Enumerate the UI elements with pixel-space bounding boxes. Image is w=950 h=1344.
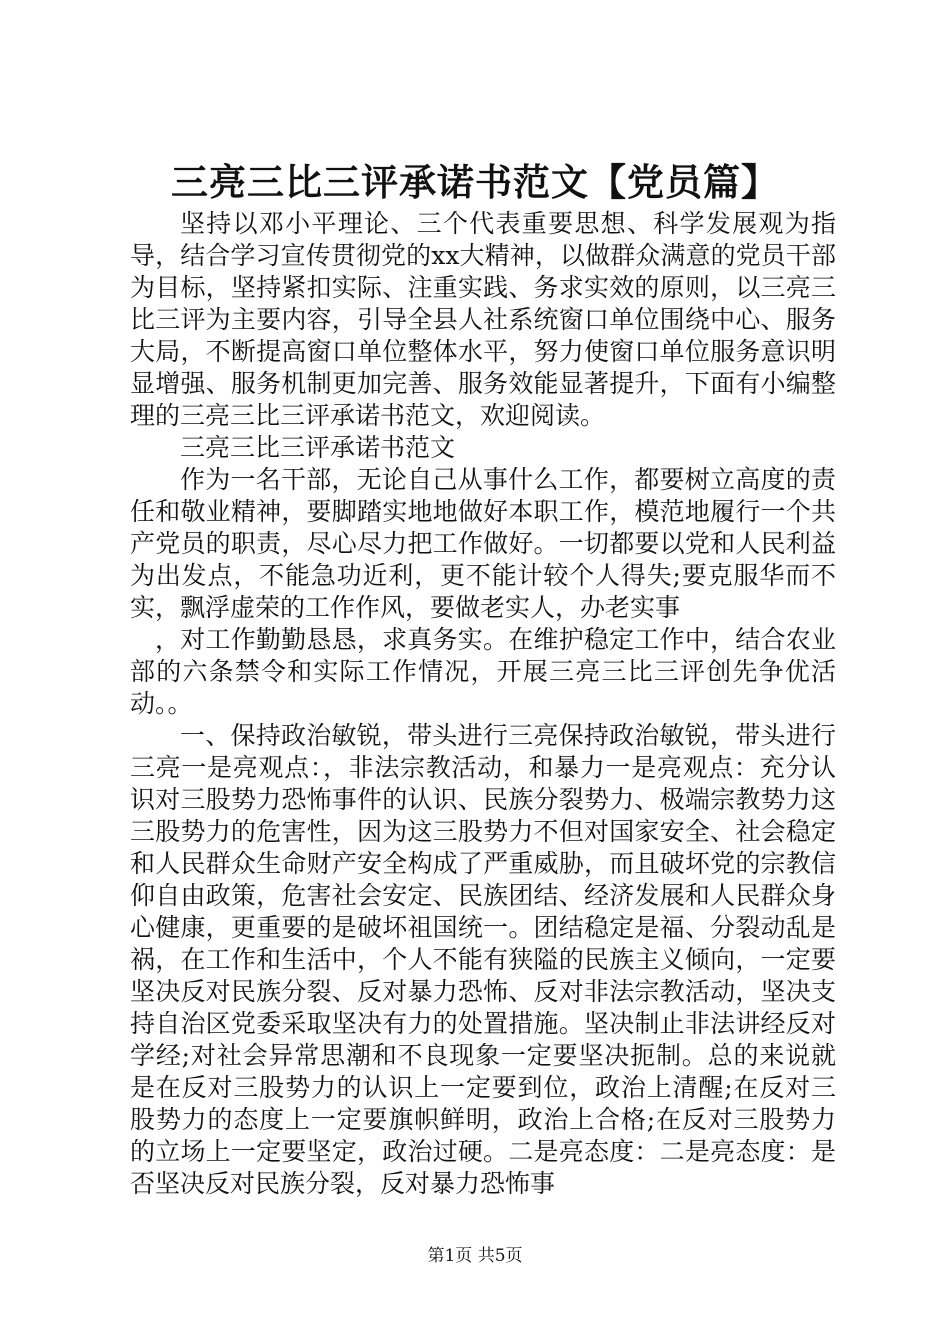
section-heading: 三亮三比三评承诺书范文 xyxy=(180,433,456,462)
document-body xyxy=(130,208,836,1200)
body-paragraph: 作为一名干部，无论自己从事什么工作，都要树立高度的责任和敬业精神，要脚踏实地地做好本职工作，模范地履行一个共产党员的职责，尽心尽力把工作做好。一切都要以党和人民利益为出发点，不能急功近利，更不能计较个人得失;要克服华而不实，飘浮虚荣的工作作风，要做老实人，办老实事 xyxy=(130,465,836,622)
intro-paragraph: 坚持以邓小平理论、三个代表重要思想、科学发展观为指导，结合学习宣传贯彻党的xx大精神，以做群众满意的党员干部为目标，坚持紧扣实际、注重实践、务求实效的原则，以三亮三比三评为主要内容，引导全县人社系统窗口单位围绕中心、服务大局，不断提高窗口单位整体水平，努力使窗口单位服务意识明显增强、服务机制更加完善、服务效能显著提升，下面有小编整理的三亮三比三评承诺书范文，欢迎阅读。 xyxy=(130,209,836,430)
document-title: 三亮三比三评承诺书范文【党员篇】 xyxy=(171,160,779,204)
body-paragraph: 一、保持政治敏锐，带头进行三亮保持政治敏锐，带头进行三亮一是亮观点：，非法宗教活动，和暴力一是亮观点：充分认识对三股势力恐怖事件的认识、民族分裂势力、极端宗教势力这三股势力的危害性，因为这三股势力不但对国家安全、社会稳定和人民群众生命财产安全构成了严重威胁，而且破坏党的宗教信仰自由政策，危害社会安定、民族团结、经济发展和人民群众身心健康，更重要的是破坏祖国统一。团结稳定是福、分裂动乱是祸，在工作和生活中，个人不能有狭隘的民族主义倾向，一定要坚决反对民族分裂、反对暴力恐怖、反对非法宗教活动，坚决支持自治区党委采取坚决有力的处置措施。坚决制止非法讲经反对学经;对社会异常思潮和不良现象一定要坚决扼制。总的来说就是在反对三股势力的认识上一定要到位，政治上清醒;在反对三股势力的态度上一定要旗帜鲜明，政治上合格;在反对三股势力的立场上一定要坚定，政治过硬。二是亮态度：二是亮态度：是否坚决反对民族分裂，反对暴力恐怖事 xyxy=(130,721,836,1198)
body-paragraph: ，对工作勤勤恳恳，求真务实。在维护稳定工作中，结合农业部的六条禁令和实际工作情况，开展三亮三比三评创先争优活动。。 xyxy=(130,625,836,718)
page-number-footer: 第1页 共5页 xyxy=(427,1246,523,1266)
